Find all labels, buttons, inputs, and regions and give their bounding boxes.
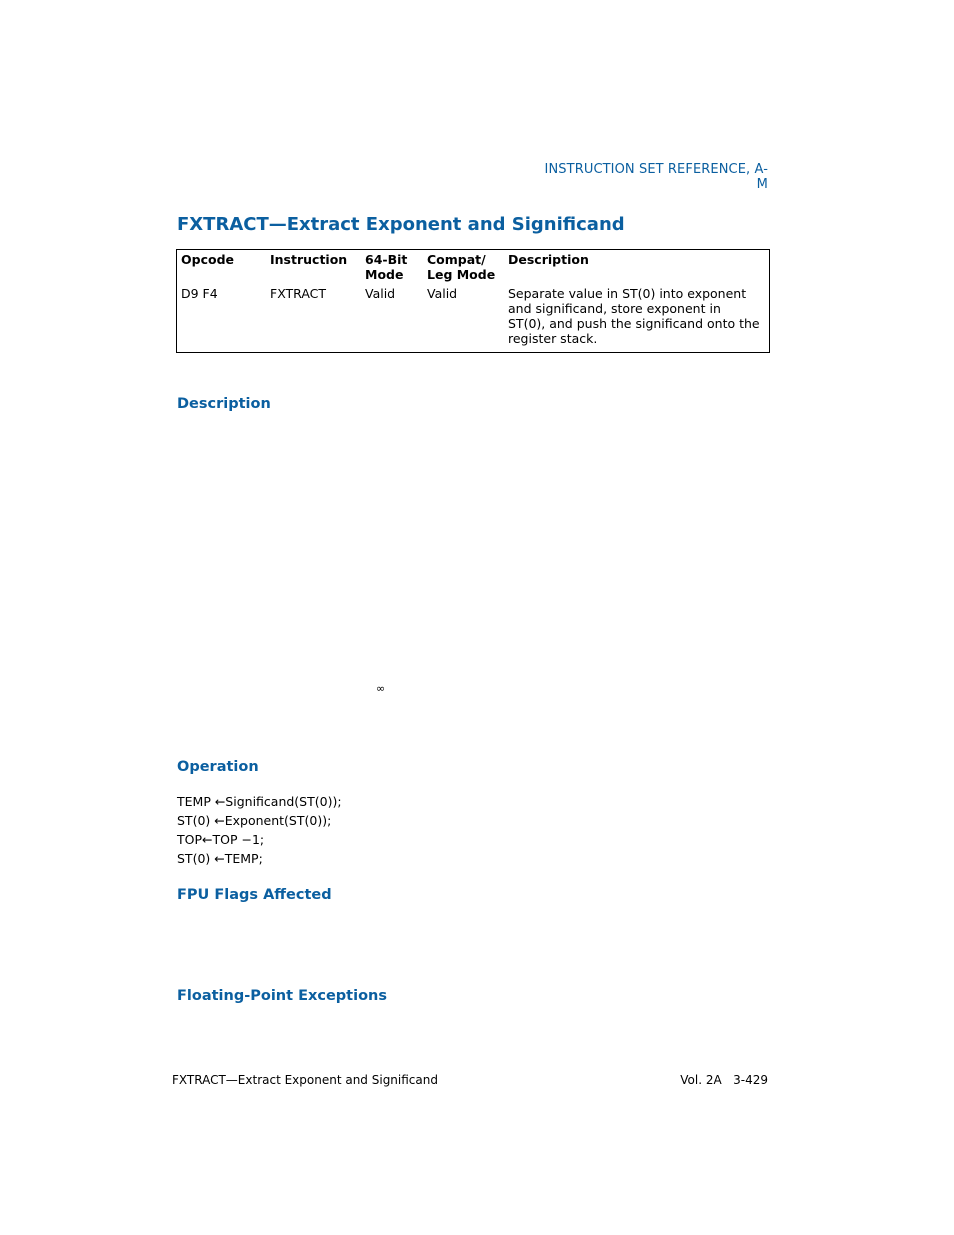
header-compat-mode — [423, 250, 504, 287]
header-instruction: Instruction — [270, 252, 348, 267]
header-opcode: Opcode — [181, 252, 234, 267]
running-head: INSTRUCTION SET REFERENCE, A-M — [544, 162, 768, 192]
header-description: Description — [508, 252, 589, 267]
section-heading-description: Description — [177, 396, 271, 412]
header-compat-line2: Leg Mode — [427, 267, 496, 282]
section-heading-fp-exceptions: Floating-Point Exceptions — [177, 988, 387, 1004]
operation-code-block — [177, 792, 342, 868]
cell-description: Separate value in ST(0) into exponent and significand, store exponent in ST(0), and push the significand onto the register stack. — [508, 286, 760, 346]
footer-page-number: Vol. 2A 3-429 — [680, 1073, 768, 1087]
cell-opcode: D9 F4 — [181, 286, 218, 301]
header-compat-line1: Compat/ — [427, 252, 486, 267]
cell-compat-mode: Valid — [427, 286, 458, 301]
header-64bit-line1: 64-Bit — [365, 252, 408, 267]
table-header-row — [177, 250, 770, 287]
section-heading-fpu-flags: FPU Flags Affected — [177, 887, 332, 903]
code-line: ST(0) ←TEMP; — [177, 851, 263, 866]
header-64bit-mode — [361, 250, 423, 287]
cell-instruction: FXTRACT — [270, 286, 327, 301]
infinity-symbol: ∞ — [376, 682, 386, 695]
header-64bit-line2: Mode — [365, 267, 404, 282]
section-heading-operation: Operation — [177, 759, 259, 775]
opcode-table — [176, 249, 770, 353]
code-line: TEMP ←Significand(ST(0)); — [177, 794, 342, 809]
cell-64bit-mode: Valid — [365, 286, 396, 301]
code-line: TOP←TOP −1; — [177, 832, 265, 847]
page-title: FXTRACT—Extract Exponent and Significand — [177, 214, 625, 235]
code-line: ST(0) ←Exponent(ST(0)); — [177, 813, 332, 828]
footer-title: FXTRACT—Extract Exponent and Significand — [172, 1073, 438, 1087]
table-row — [177, 286, 770, 353]
